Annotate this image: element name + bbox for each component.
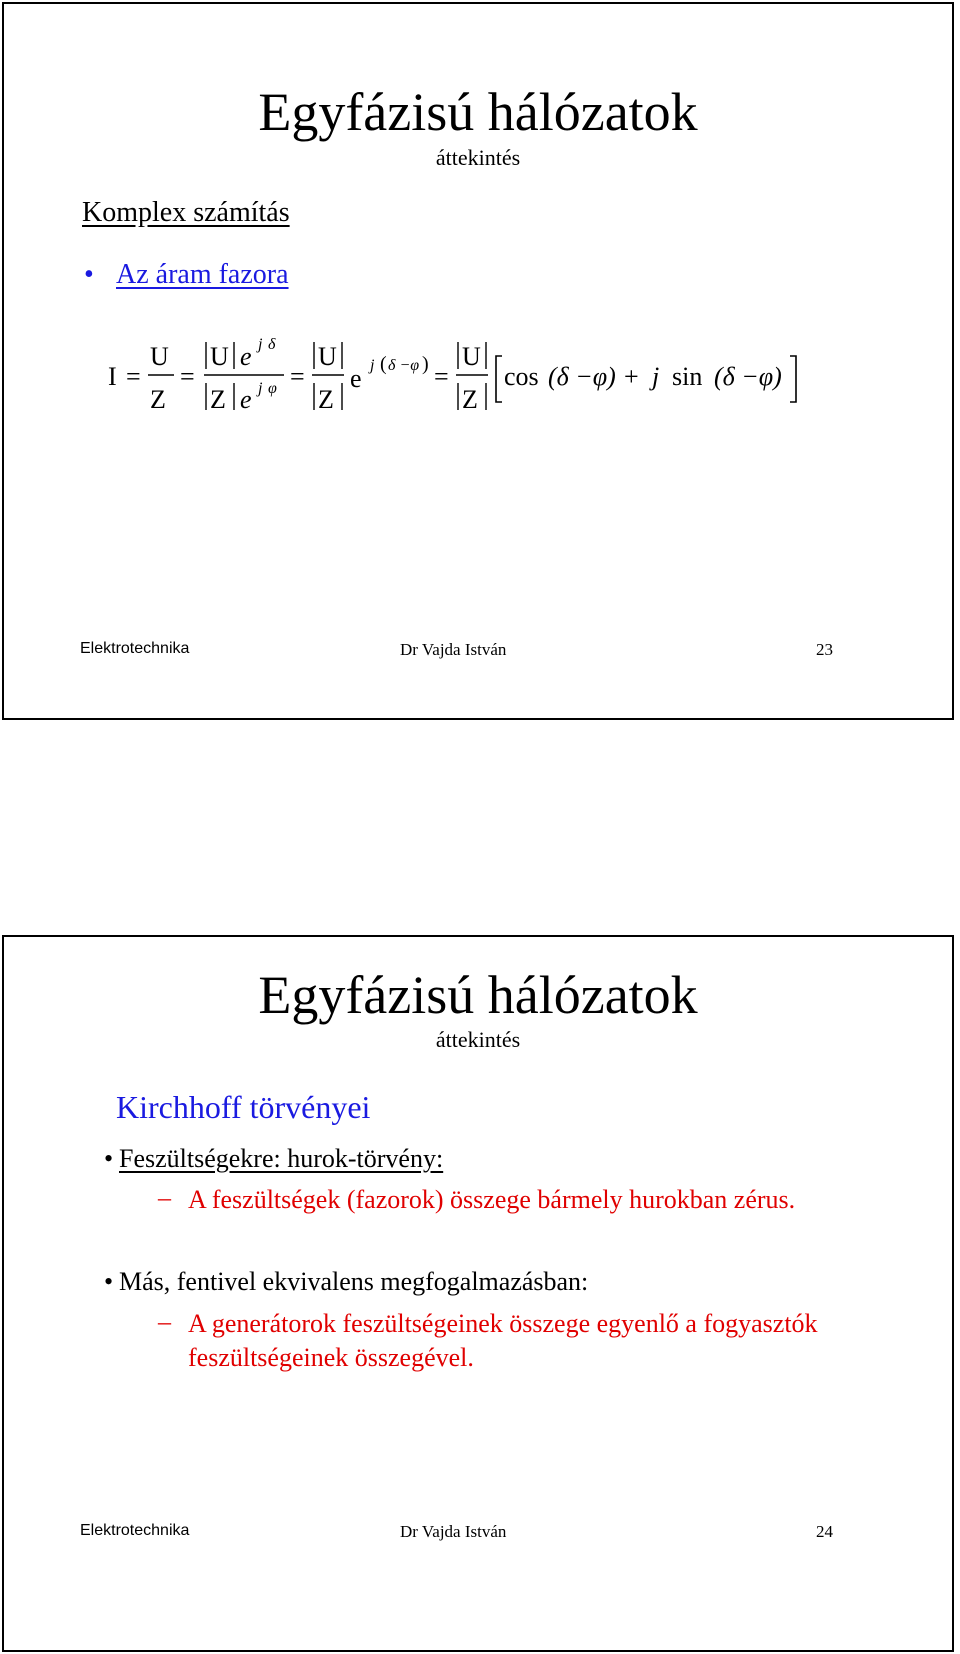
alt-formulation-statement: A generátorok feszültségeinek összege egyenlő a fogyasztók feszültségeinek összegével. bbox=[188, 1309, 818, 1372]
footer-author: Dr Vajda István bbox=[400, 1522, 507, 1541]
slide-23 bbox=[2, 2, 954, 720]
formula-den: Z bbox=[462, 385, 478, 414]
formula-sin: sin bbox=[672, 362, 703, 391]
formula-den: Z bbox=[150, 385, 166, 414]
formula-den: Z bbox=[210, 385, 226, 414]
bullet-marker: • bbox=[104, 1267, 114, 1296]
formula-sin-arg: (δ −φ) bbox=[714, 362, 782, 391]
bullet-marker: • bbox=[104, 1144, 114, 1173]
formula-eq: = bbox=[434, 362, 449, 391]
bullet-text: Az áram fazora bbox=[116, 259, 289, 290]
slide-title: Egyfázisú hálózatok bbox=[258, 82, 698, 142]
formula-plus: + bbox=[624, 362, 639, 391]
slide-subtitle: áttekintés bbox=[435, 145, 521, 170]
formula-j: j bbox=[258, 380, 263, 397]
formula-num: U bbox=[210, 342, 229, 371]
footer-course: Elektrotechnika bbox=[80, 640, 190, 657]
formula-e: e bbox=[350, 364, 362, 393]
footer-author: Dr Vajda István bbox=[400, 640, 507, 659]
footer-course: Elektrotechnika bbox=[80, 1522, 190, 1539]
formula-phi: φ bbox=[268, 380, 277, 397]
paren: ) bbox=[422, 353, 429, 375]
formula-lhs: I bbox=[108, 362, 117, 391]
slide-title: Egyfázisú hálózatok bbox=[258, 965, 698, 1025]
formula-exp-arg: δ −φ bbox=[388, 357, 420, 374]
section-heading: Kirchhoff törvényei bbox=[116, 1089, 371, 1125]
formula-j: j bbox=[258, 336, 263, 353]
formula-j: j bbox=[652, 362, 660, 391]
dash-marker: – bbox=[158, 1183, 171, 1212]
footer-page-number: 24 bbox=[816, 1522, 833, 1541]
current-phasor-formula bbox=[4, 4, 952, 424]
bracket-left bbox=[496, 356, 502, 402]
dash-marker: – bbox=[158, 1307, 171, 1336]
formula-eq: = bbox=[180, 362, 195, 391]
footer-page-number: 23 bbox=[816, 640, 833, 659]
paren: ( bbox=[380, 353, 387, 375]
bullet-marker: • bbox=[84, 259, 94, 290]
formula-num: U bbox=[318, 342, 337, 371]
formula-cos: cos bbox=[504, 362, 539, 391]
formula-num: U bbox=[462, 342, 481, 371]
formula-j: j bbox=[370, 357, 375, 374]
formula-e: e bbox=[240, 342, 252, 371]
formula-e: e bbox=[240, 385, 252, 414]
bracket-right bbox=[790, 356, 796, 402]
section-heading: Komplex számítás bbox=[82, 197, 290, 228]
formula-den: Z bbox=[318, 385, 334, 414]
alt-formulation-heading: Más, fentivel ekvivalens megfogalmazásban: bbox=[119, 1267, 589, 1296]
formula-eq: = bbox=[126, 362, 141, 391]
law-statement: A feszültségek (fazorok) összege bármely hurokban zérus. bbox=[188, 1185, 796, 1214]
law-heading: Feszültségekre: hurok-törvény: bbox=[119, 1144, 444, 1173]
formula-delta: δ bbox=[268, 336, 276, 353]
formula-eq: = bbox=[290, 362, 305, 391]
slide-24 bbox=[2, 935, 954, 1652]
slide-subtitle: áttekintés bbox=[435, 1027, 521, 1052]
formula-cos-arg: (δ −φ) bbox=[548, 362, 616, 391]
formula-num: U bbox=[150, 342, 169, 371]
